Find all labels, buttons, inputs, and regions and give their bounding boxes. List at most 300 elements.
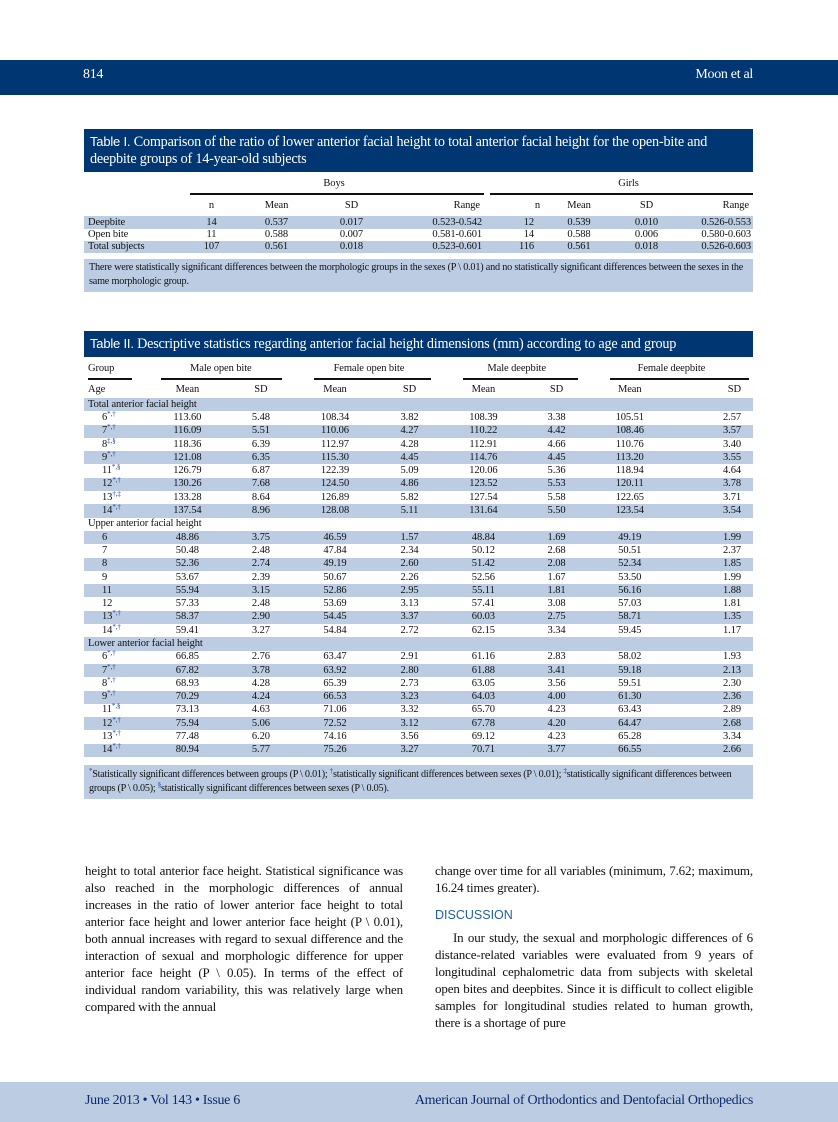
cell: 3.55 [723, 451, 741, 463]
table-row [84, 438, 753, 451]
table-1-title [84, 129, 753, 172]
cell: 3.12 [400, 717, 419, 729]
cell: 70.71 [471, 744, 495, 756]
table-row [84, 704, 753, 717]
cell: 1.99 [723, 571, 741, 583]
cell: 120.06 [469, 465, 498, 477]
cell: 126.89 [320, 491, 350, 503]
cell: 2.95 [400, 584, 419, 596]
cell: 58.37 [175, 611, 199, 623]
cell: 52.56 [471, 571, 495, 583]
table-1-label: Table I. [90, 134, 131, 149]
cell: 1.17 [723, 624, 741, 636]
cell: 133.28 [173, 491, 202, 503]
section-title: Total anterior facial height [88, 398, 197, 410]
cell: 2.80 [400, 664, 419, 676]
group-male-deepbite [443, 357, 589, 380]
cell: 4.23 [547, 704, 566, 716]
cell: 4.63 [251, 704, 270, 716]
footnote-marker: † [329, 767, 334, 776]
table-row [84, 597, 753, 610]
table-row [84, 651, 753, 664]
cell: 5.82 [400, 491, 419, 503]
table-row [84, 584, 753, 597]
cell: 5.51 [251, 425, 270, 437]
cell: 4.20 [547, 717, 566, 729]
footnote-text: statistically significant differences between groups (P \ 0.05); [89, 769, 732, 795]
cell: 72.52 [323, 717, 347, 729]
cell: 0.539 [567, 217, 591, 228]
cell: 2.08 [547, 558, 566, 570]
table-row [84, 531, 753, 544]
cell: 6.39 [251, 438, 270, 450]
age-value: 8 [102, 677, 108, 689]
cell: 114.76 [469, 451, 498, 463]
cell: 0.537 [264, 217, 289, 228]
cell: 3.15 [251, 584, 270, 596]
cell: 0.588 [567, 229, 591, 240]
cell: 73.13 [175, 704, 199, 716]
cell: 65.70 [471, 704, 495, 716]
cell: 51.42 [471, 558, 495, 570]
cell: 52.86 [323, 584, 347, 596]
cell: 6.87 [251, 465, 270, 477]
significance-marker: *,§ [111, 463, 121, 472]
age-value: 9 [102, 691, 108, 703]
cell: 50.51 [618, 544, 642, 556]
cell: 131.64 [469, 505, 498, 517]
cell: 50.48 [175, 544, 199, 556]
significance-marker: *,† [107, 662, 116, 671]
cell: 116.09 [173, 425, 202, 437]
table-row [84, 664, 753, 677]
cell: 4.64 [723, 465, 741, 477]
age-cell [84, 624, 147, 637]
cell: 66.55 [618, 744, 642, 756]
significance-marker: *,† [112, 742, 121, 751]
cell: 1.67 [547, 571, 566, 583]
cell: 2.48 [251, 544, 270, 556]
group-header [84, 357, 147, 380]
cell: 61.16 [471, 651, 495, 663]
cell: 3.56 [400, 731, 419, 743]
section-title: Upper anterior facial height [88, 518, 202, 530]
cell: 59.41 [175, 624, 199, 636]
footnote-marker: * [89, 767, 93, 776]
group-label: Male deepbite [487, 363, 546, 374]
cell: 2.60 [400, 558, 419, 570]
age-value: 14 [102, 624, 113, 636]
group-male-open-bite [147, 357, 294, 380]
page-number: 814 [83, 67, 104, 82]
cell: 3.08 [547, 598, 566, 610]
cell: 0.523-0.542 [432, 217, 482, 228]
cell: 118.36 [173, 438, 202, 450]
section-row [84, 518, 753, 531]
cell: 8.96 [251, 505, 270, 517]
table-1 [84, 129, 753, 292]
cell: 124.50 [320, 478, 350, 490]
cell: 3.37 [400, 611, 419, 623]
significance-marker: *,† [107, 423, 116, 432]
cell: 113.20 [615, 451, 644, 463]
cell: 0.581-0.601 [432, 229, 482, 240]
table-row [84, 504, 753, 517]
table-row [84, 491, 753, 504]
cell: 110.76 [615, 438, 644, 450]
issue-info: June 2013 • Vol 143 • Issue 6 [85, 1093, 240, 1108]
table-row [84, 744, 753, 757]
table-2 [84, 331, 753, 799]
cell: 2.83 [547, 651, 566, 663]
cell: 48.86 [175, 531, 199, 543]
table-row [84, 611, 753, 624]
cell: 68.93 [175, 677, 199, 689]
cell: 110.22 [469, 425, 498, 437]
cell: 63.92 [323, 664, 347, 676]
cell: 3.32 [400, 704, 419, 716]
cell: 1.99 [723, 531, 741, 543]
age-value: 8 [102, 558, 108, 570]
table-row [84, 425, 753, 438]
age-value: 7 [102, 544, 108, 556]
age-value: 13 [102, 611, 113, 623]
cell: 3.71 [723, 491, 741, 503]
significance-marker: *,† [112, 476, 121, 485]
cell: 8.64 [251, 491, 270, 503]
cell: 5.11 [400, 505, 419, 517]
rule [88, 378, 132, 380]
cell: 77.48 [175, 731, 199, 743]
cell: 6.20 [251, 731, 270, 743]
age-value: 6 [102, 651, 108, 663]
col-sd: SD [727, 384, 741, 395]
age-cell [84, 571, 147, 584]
significance-marker: *,† [107, 409, 116, 418]
cell: 113.60 [173, 411, 202, 423]
age-value: 11 [102, 584, 112, 596]
cell: 0.523-0.601 [432, 241, 482, 252]
cell: 3.75 [251, 531, 270, 543]
cell: 57.03 [618, 598, 642, 610]
cell: 116 [518, 241, 534, 252]
col-header: Mean [239, 195, 314, 217]
table-row [84, 677, 753, 690]
col-header: Range [679, 195, 753, 217]
table-1-footnote: There were statistically significant differences between the morphologic groups in the sexes (P \ 0.01) and no statistically significant differences between the sexes in the same morphologic group. [84, 259, 753, 292]
cell: 0.526-0.603 [701, 241, 751, 252]
cell: 57.41 [471, 598, 495, 610]
cell: 2.68 [547, 544, 566, 556]
age-cell [84, 531, 147, 544]
cell: 4.24 [251, 691, 270, 703]
cell: 2.57 [723, 411, 741, 423]
cell: 0.561 [264, 241, 289, 252]
table-row [84, 717, 753, 730]
age-value: 7 [102, 664, 108, 676]
cell: 126.79 [173, 465, 202, 477]
group-label: Male open bite [190, 363, 252, 374]
cell: 1.93 [723, 651, 741, 663]
table-2-grid [84, 357, 753, 757]
cell: 2.90 [251, 611, 270, 623]
rule [463, 378, 577, 380]
significance-marker: *,† [107, 675, 116, 684]
cell: 118.94 [615, 465, 644, 477]
significance-marker: ‡,§ [107, 436, 116, 445]
significance-marker: *,† [107, 649, 116, 658]
cell: 2.37 [723, 544, 741, 556]
cell: 46.59 [323, 531, 347, 543]
cell: 2.89 [723, 704, 741, 716]
cell: 50.67 [323, 571, 347, 583]
cell: 67.78 [471, 717, 495, 729]
row-label: Deepbite [88, 217, 126, 228]
cell: 0.017 [339, 217, 364, 228]
significance-marker: *,† [107, 449, 116, 458]
cell: 63.05 [471, 677, 495, 689]
cell: 4.27 [400, 425, 419, 437]
cell: 59.51 [618, 677, 642, 689]
age-value: 9 [102, 571, 108, 583]
cell: 63.47 [323, 651, 347, 663]
cell: 52.36 [175, 558, 199, 570]
cell: 2.72 [400, 624, 419, 636]
cell: 123.54 [615, 505, 644, 517]
cell: 1.88 [723, 584, 741, 596]
cell: 69.12 [471, 731, 495, 743]
cell: 1.81 [547, 584, 566, 596]
table-2-body [84, 398, 753, 757]
cell: 110.06 [321, 425, 349, 437]
paragraph: change over time for all variables (minimum, 7.62; maximum, 16.24 times greater). [435, 863, 753, 895]
cell: 58.02 [618, 651, 642, 663]
cell: 57.33 [175, 598, 199, 610]
significance-marker: *,† [112, 622, 121, 631]
col-header: n [184, 195, 239, 217]
rule [610, 378, 749, 380]
section-row [84, 398, 753, 411]
cell: 0.561 [567, 241, 591, 252]
cell: 4.28 [251, 677, 270, 689]
cell: 3.38 [547, 411, 566, 423]
table-row [84, 464, 753, 477]
row-label: Total subjects [88, 241, 145, 252]
section-heading-discussion: DISCUSSION [435, 908, 513, 922]
cell: 65.39 [323, 677, 347, 689]
cell: 123.52 [469, 478, 498, 490]
cell: 55.11 [471, 584, 495, 596]
cell: 3.54 [723, 505, 741, 517]
table-row [84, 624, 753, 637]
col-header: n [484, 195, 544, 217]
cell: 3.78 [723, 478, 741, 490]
cell: 2.34 [400, 544, 419, 556]
cell: 61.88 [471, 664, 495, 676]
cell: 2.36 [723, 691, 741, 703]
col-sd: SD [402, 384, 417, 395]
cell: 59.18 [618, 664, 642, 676]
significance-marker: *,† [112, 729, 121, 738]
cell: 48.84 [471, 531, 495, 543]
cell: 61.30 [618, 691, 642, 703]
cell: 71.06 [323, 704, 347, 716]
cell: 5.50 [547, 505, 566, 517]
significance-marker: *,§ [111, 702, 121, 711]
cell: 2.91 [400, 651, 419, 663]
table-row [84, 451, 753, 464]
footnote-marker: § [157, 781, 161, 790]
cell: 2.66 [723, 744, 741, 756]
body-column-right [435, 862, 753, 1031]
cell: 1.57 [400, 531, 419, 543]
cell: 3.34 [547, 624, 566, 636]
cell: 5.06 [251, 717, 270, 729]
significance-marker: *,† [112, 609, 121, 618]
cell: 2.48 [251, 598, 270, 610]
cell: 120.11 [615, 478, 644, 490]
cell: 54.45 [323, 611, 347, 623]
cell: 0.588 [264, 229, 289, 240]
cell: 66.85 [175, 651, 199, 663]
cell: 5.48 [251, 411, 270, 423]
cell: 66.53 [323, 691, 347, 703]
cell: 5.36 [547, 465, 566, 477]
cell: 4.28 [400, 438, 419, 450]
cell: 0.018 [634, 241, 659, 252]
age-value: 12 [102, 717, 113, 729]
page-footer [0, 1082, 838, 1122]
group-female-open-bite [294, 357, 443, 380]
col-mean: Mean [175, 384, 200, 395]
cell: 0.006 [634, 229, 659, 240]
table-2-title [84, 331, 753, 357]
cell: 75.94 [175, 717, 199, 729]
cell: 75.26 [323, 744, 347, 756]
significance-marker: †,‡ [112, 489, 121, 498]
cell: 0.007 [339, 229, 364, 240]
table-2-footnote [84, 765, 753, 799]
cell: 67.82 [175, 664, 199, 676]
cell: 4.86 [400, 478, 419, 490]
cell: 3.13 [400, 598, 419, 610]
cell: 64.03 [471, 691, 495, 703]
cell: 2.73 [400, 677, 419, 689]
age-value: 12 [102, 598, 113, 610]
cell: 5.53 [547, 478, 566, 490]
age-value: 11 [102, 465, 112, 477]
cell: 2.76 [251, 651, 270, 663]
group-label: Female deepbite [637, 363, 706, 374]
page-header [0, 60, 838, 95]
cell: 108.39 [469, 411, 498, 423]
cell: 122.65 [615, 491, 644, 503]
group-header-boys: Boys [184, 172, 484, 195]
age-value: 7 [102, 425, 108, 437]
table-2-label: Table II. [90, 336, 134, 351]
cell: 127.54 [469, 491, 498, 503]
cell: 4.00 [547, 691, 566, 703]
age-value: 9 [102, 451, 108, 463]
cell: 80.94 [175, 744, 199, 756]
cell: 59.45 [618, 624, 642, 636]
cell: 0.526-0.553 [701, 217, 751, 228]
cell: 1.35 [723, 611, 741, 623]
cell: 3.57 [723, 425, 741, 437]
table-row [84, 730, 753, 743]
table-1-grid [84, 172, 753, 253]
cell: 49.19 [323, 558, 347, 570]
cell: 3.23 [400, 691, 419, 703]
cell: 4.45 [547, 451, 566, 463]
footnote-marker: ‡ [563, 767, 567, 776]
cell: 74.16 [323, 731, 347, 743]
cell: 3.56 [547, 677, 566, 689]
table-row [84, 558, 753, 571]
table-row [84, 544, 753, 557]
age-value: 12 [102, 478, 113, 490]
age-cell [84, 425, 147, 438]
age-value: 8 [102, 438, 108, 450]
col-header: Range [389, 195, 484, 217]
col-header: SD [314, 195, 389, 217]
cell: 1.69 [547, 531, 566, 543]
cell: 4.66 [547, 438, 566, 450]
cell: 54.84 [323, 624, 347, 636]
col-sd: SD [549, 384, 564, 395]
cell: 112.97 [321, 438, 349, 450]
significance-marker: *,† [112, 715, 121, 724]
cell: 2.13 [723, 664, 741, 676]
age-cell [84, 544, 147, 557]
cell: 7.68 [251, 478, 270, 490]
cell: 4.45 [400, 451, 419, 463]
cell: 2.30 [723, 677, 741, 689]
table-row [84, 691, 753, 704]
cell: 122.39 [320, 465, 350, 477]
cell: 3.27 [251, 624, 270, 636]
age-cell [84, 584, 147, 597]
significance-marker: *,† [107, 689, 116, 698]
col-header: SD [614, 195, 679, 217]
col-header: Mean [544, 195, 614, 217]
footnote-text: Statistically significant differences between groups (P \ 0.01); [92, 769, 330, 781]
cell: 3.41 [547, 664, 566, 676]
cell: 3.82 [400, 411, 419, 423]
paragraph: In our study, the sexual and morphologic differences of 6 distance-related variables were evaluated from 9 years of longitudinal cephalometric data from subjects with skeletal open bites and deepbites. Since it is difficult to collect eligible samples for longitudinal studies related to human growth, there is a shortage of pure [435, 930, 753, 1030]
group-header-girls: Girls [484, 172, 753, 195]
cell: 60.03 [471, 611, 495, 623]
table-row [84, 411, 753, 424]
col-mean: Mean [323, 384, 347, 395]
running-head: Moon et al [695, 67, 753, 82]
cell: 0.018 [339, 241, 364, 252]
group-label: Female open bite [333, 363, 405, 374]
section-title: Lower anterior facial height [88, 637, 203, 649]
cell: 2.75 [547, 611, 566, 623]
cell: 108.34 [320, 411, 350, 423]
cell: 2.74 [251, 558, 270, 570]
cell: 58.71 [618, 611, 642, 623]
col-mean: Mean [617, 384, 642, 395]
age-cell [84, 558, 147, 571]
row-label: Open bite [88, 229, 129, 240]
cell: 12 [523, 217, 534, 228]
table-1-caption: Comparison of the ratio of lower anterior facial height to total anterior facial height for the open-bite and deepbite groups of 14-year-old subjects [90, 134, 708, 167]
cell: 52.34 [618, 558, 642, 570]
cell: 0.580-0.603 [701, 229, 751, 240]
age-value: 14 [102, 744, 113, 756]
